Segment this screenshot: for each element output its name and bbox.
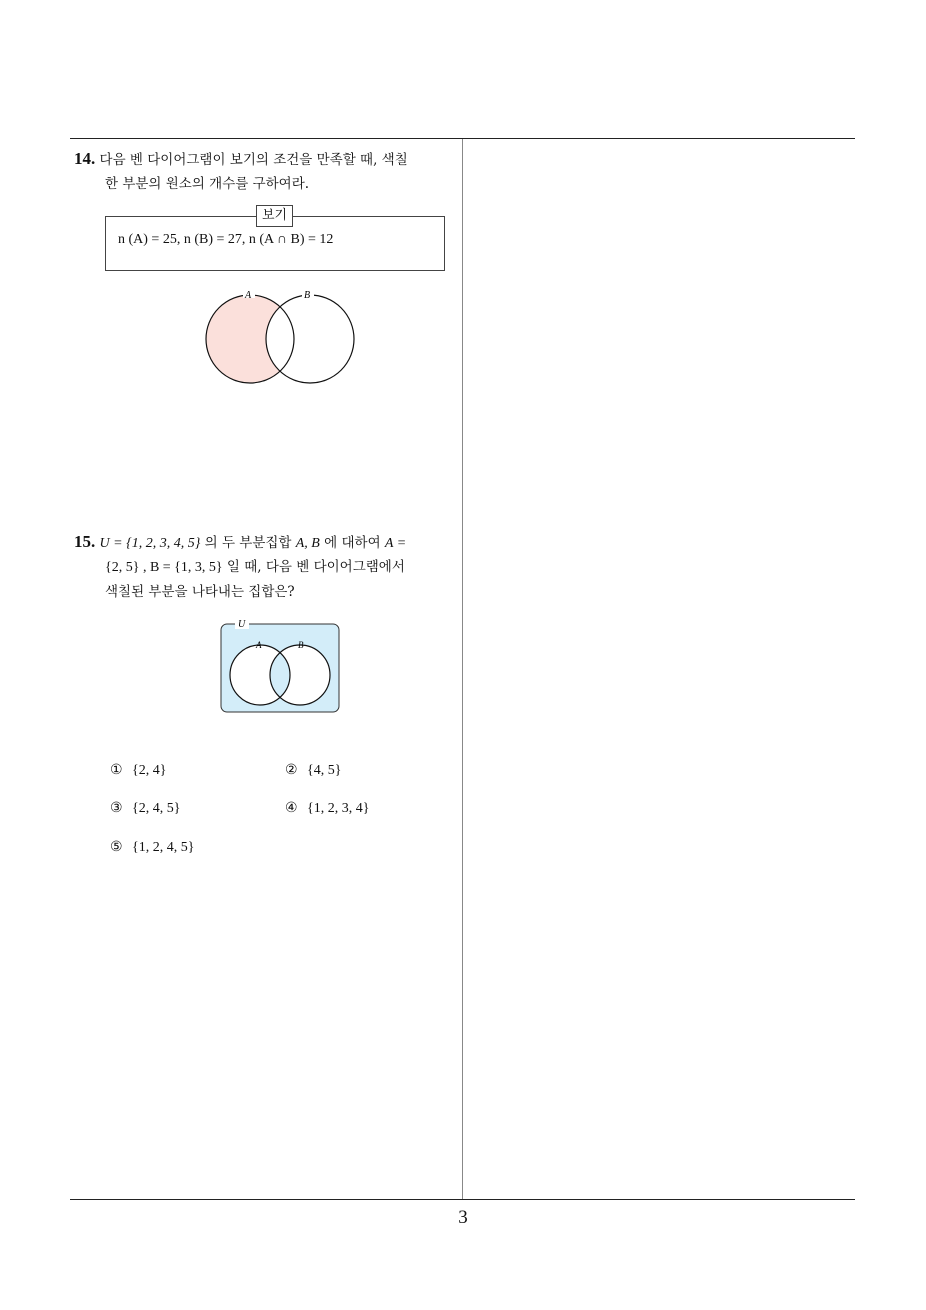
- q15-label-b: B: [298, 640, 304, 650]
- bogi-title: 보기: [256, 205, 293, 227]
- bogi-condition: n (A) = 25, n (B) = 27, n (A ∩ B) = 12: [118, 232, 334, 247]
- q14-number: 14.: [74, 149, 96, 168]
- q15-set-values: {2, 5} , B = {1, 3, 5}: [105, 560, 223, 575]
- q14-label-a: A: [245, 290, 252, 301]
- column-divider: [462, 139, 463, 1199]
- q15-label-u: U: [238, 619, 246, 630]
- q15-text-1b: 에 대하여: [324, 535, 381, 551]
- q15-choice-4[interactable]: [285, 800, 369, 817]
- q15-choice-3[interactable]: [110, 800, 180, 817]
- q15-line1: [74, 529, 406, 556]
- q15-universal-set: U = {1, 2, 3, 4, 5}: [99, 536, 201, 551]
- choice-1-value: {2, 4}: [132, 763, 167, 778]
- q15-choice-1[interactable]: [110, 762, 166, 779]
- q15-label-a: A: [256, 640, 262, 650]
- q14-text-1: 다음 벤 다이어그램이 보기의 조건을 만족할 때, 색칠: [99, 152, 408, 168]
- q14-text-2: 한 부분의 원소의 개수를 구하여라.: [105, 176, 310, 192]
- q15-text-1a: 의 두 부분집합: [204, 535, 292, 551]
- bottom-rule: [70, 1199, 855, 1200]
- q15-sets-ab: A, B: [295, 536, 320, 551]
- q14-line1: [74, 146, 408, 173]
- choice-3-mark: ③: [110, 801, 123, 816]
- q15-choice-5[interactable]: [110, 839, 194, 856]
- choice-2-value: {4, 5}: [307, 763, 342, 778]
- choice-4-mark: ④: [285, 801, 298, 816]
- choice-5-mark: ⑤: [110, 840, 123, 855]
- q14-venn-diagram: [195, 285, 365, 395]
- q15-text-2: 일 때, 다음 벤 다이어그램에서: [226, 559, 405, 575]
- choice-1-mark: ①: [110, 763, 123, 778]
- q15-set-a-eq: A =: [384, 536, 407, 551]
- choice-5-value: {1, 2, 4, 5}: [132, 840, 195, 855]
- choice-4-value: {1, 2, 3, 4}: [307, 801, 370, 816]
- q15-choice-2[interactable]: [285, 762, 341, 779]
- q15-venn-diagram: [215, 617, 345, 717]
- q15-text-3: 색칠된 부분을 나타내는 집합은?: [105, 584, 295, 600]
- q14-label-b: B: [304, 290, 311, 301]
- choice-2-mark: ②: [285, 763, 298, 778]
- choice-3-value: {2, 4, 5}: [132, 801, 181, 816]
- q15-line2: [105, 555, 405, 580]
- page-number: 3: [458, 1207, 468, 1228]
- q15-number: 15.: [74, 532, 96, 551]
